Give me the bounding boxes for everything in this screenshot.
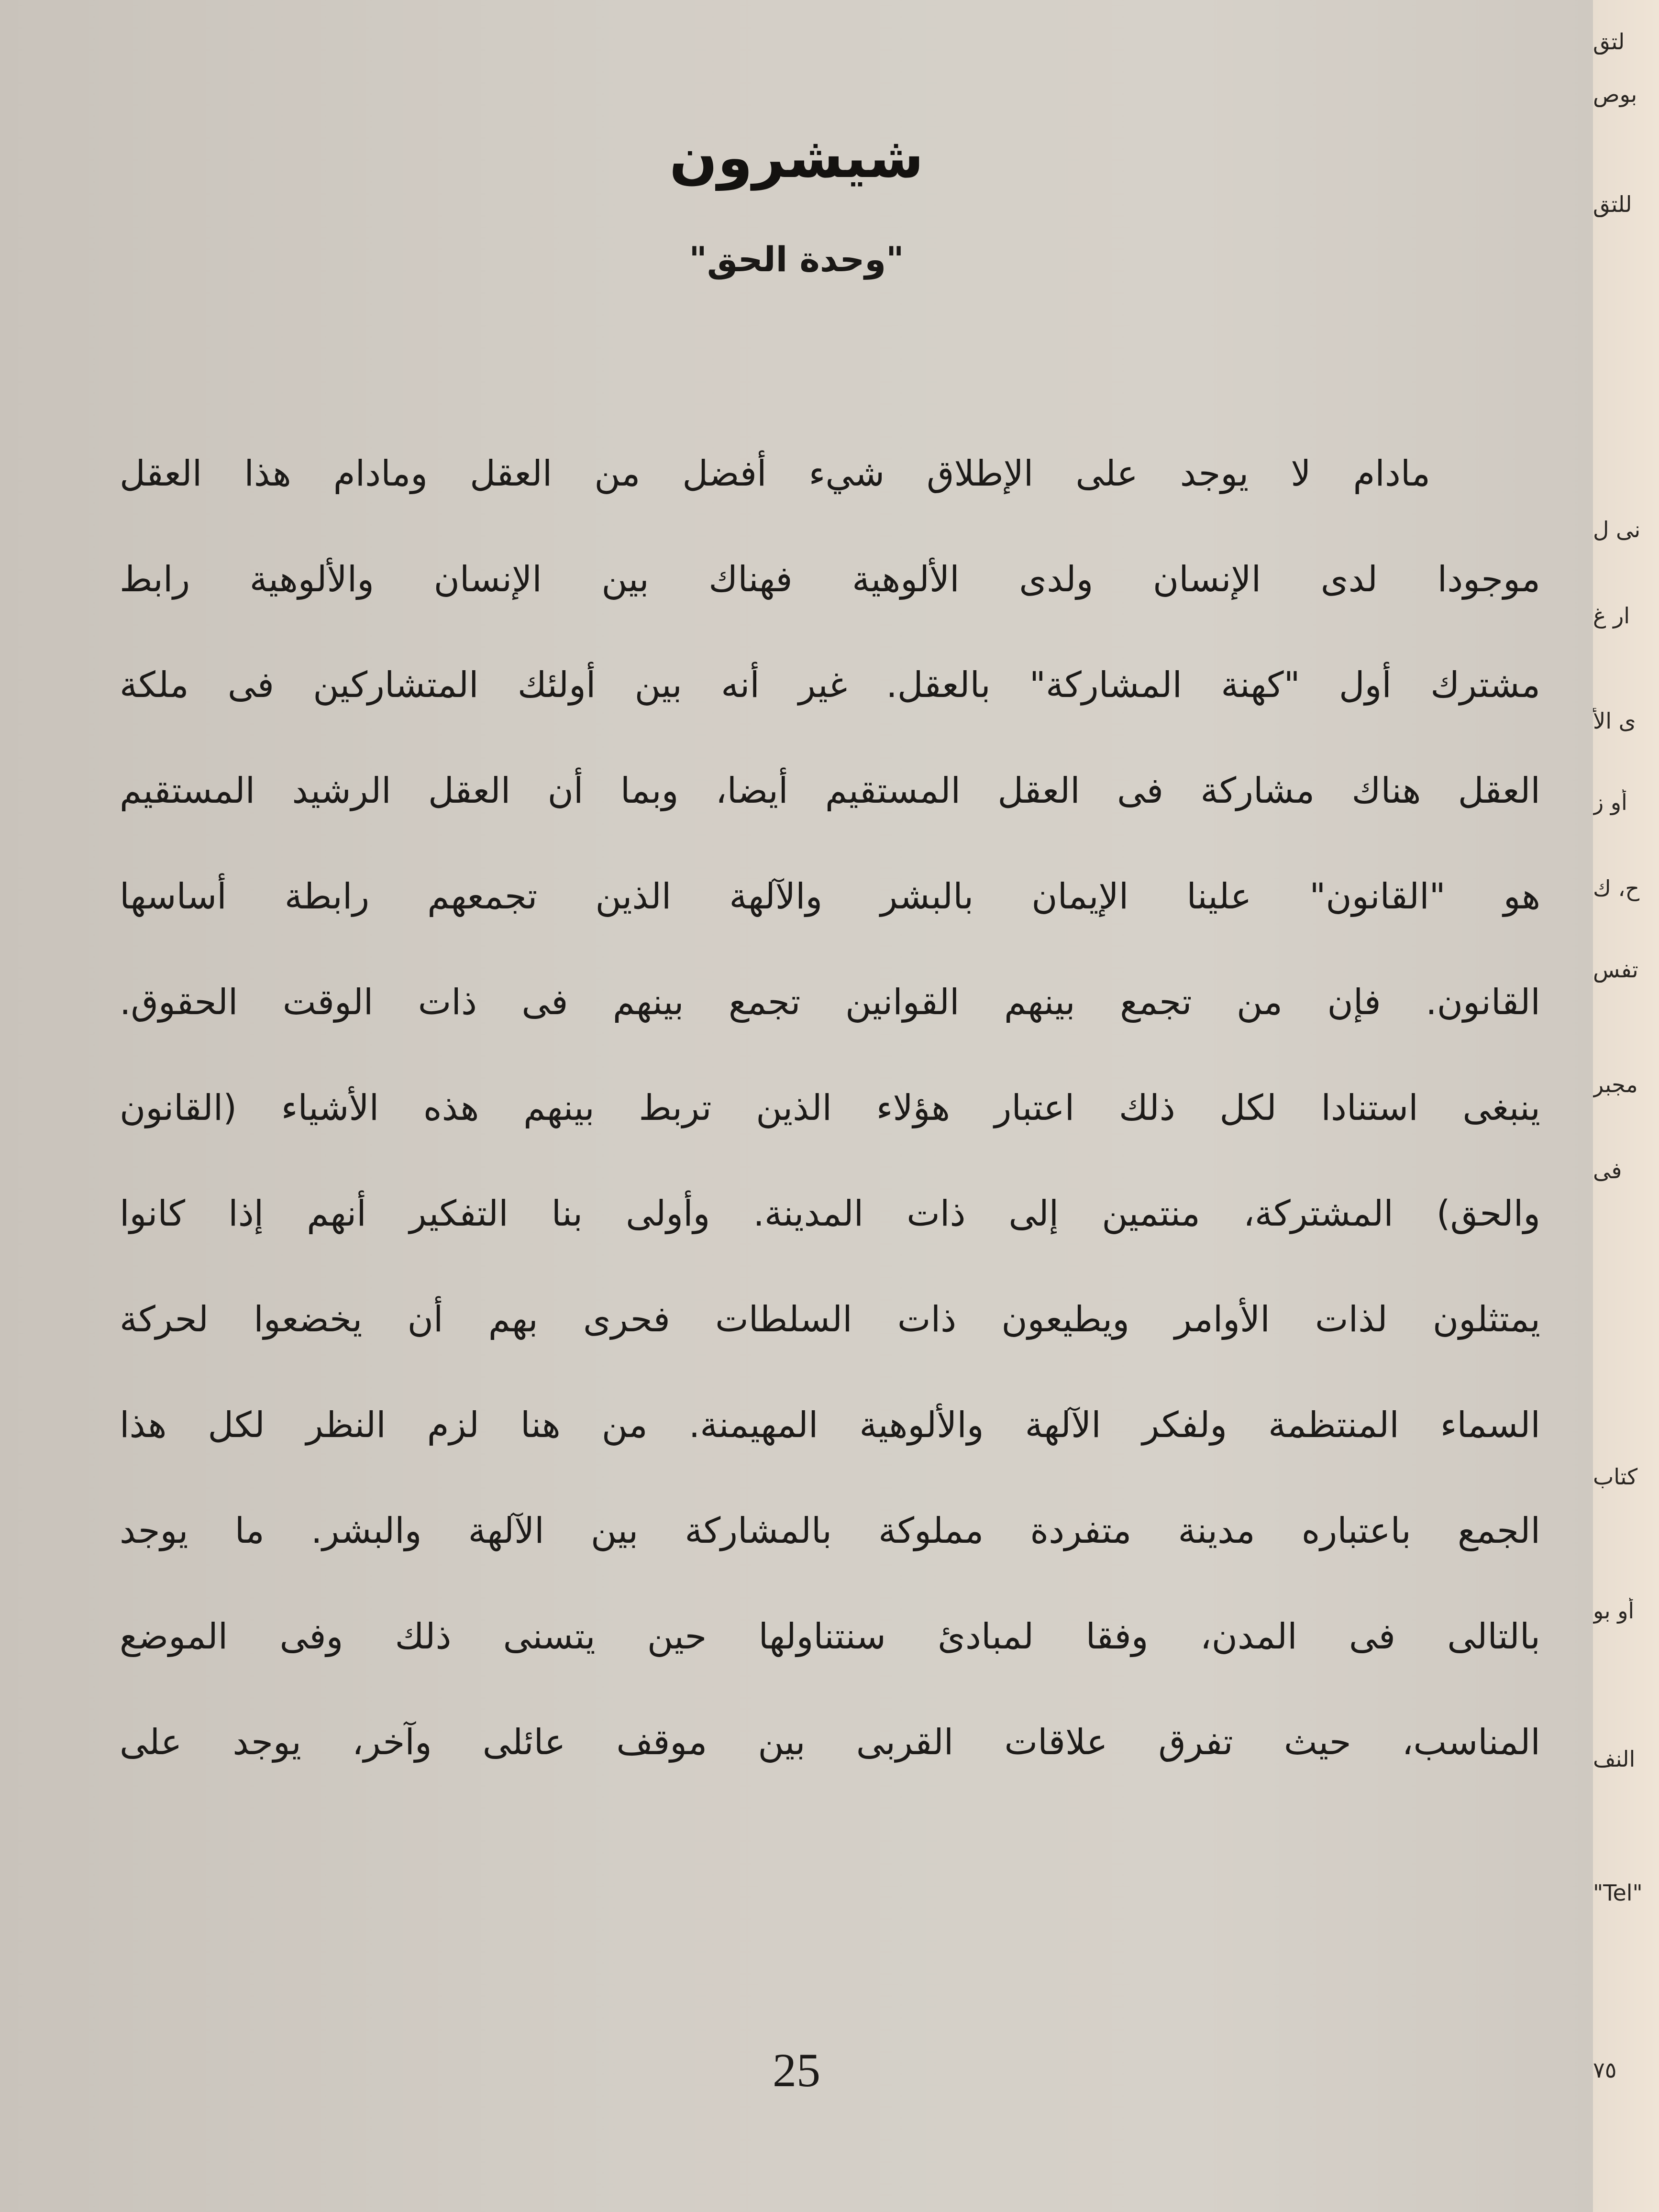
adjacent-text-fragment: فى bbox=[1593, 1158, 1622, 1183]
chapter-subtitle: "وحدة الحق" bbox=[689, 239, 904, 279]
text-line: والحق) المشتركة، منتمين إلى ذات المدينة. وأولى بنا التفكير أنهم إذا كانوا bbox=[120, 1193, 1540, 1234]
adjacent-text-fragment: أو بو bbox=[1593, 1598, 1635, 1624]
text-line: موجودا لدى الإنسان ولدى الألوهية فهناك بين الإنسان والألوهية رابط bbox=[120, 559, 1540, 600]
adjacent-text-fragment: ى الأ bbox=[1593, 708, 1636, 734]
page-number: 25 bbox=[773, 2044, 820, 2097]
adjacent-text-fragment: ٧٥ bbox=[1593, 2057, 1617, 2083]
text-line: مشترك أول "كهنة المشاركة" بالعقل. غير أنه بين أولئك المتشاركين فى ملكة bbox=[120, 664, 1540, 706]
text-line: بالتالى فى المدن، وفقا لمبادئ سنتناولها حين يتسنى ذلك وفى الموضع bbox=[120, 1616, 1540, 1657]
chapter-title: شيشرون bbox=[669, 124, 924, 190]
text-line: ينبغى استنادا لكل ذلك اعتبار هؤلاء الذين تربط بينهم هذه الأشياء (القانون bbox=[120, 1087, 1540, 1128]
adjacent-page-edge bbox=[1593, 0, 1659, 2212]
text-line: مادام لا يوجد على الإطلاق شيء أفضل من العقل ومادام هذا العقل bbox=[120, 453, 1430, 494]
adjacent-text-fragment: بوص bbox=[1593, 81, 1637, 107]
text-line: هو "القانون" علينا الإيمان بالبشر والآلهة الذين تجمعهم رابطة أساسها bbox=[120, 876, 1540, 917]
text-line: السماء المنتظمة ولفكر الآلهة والألوهية المهيمنة. من هنا لزم النظر لكل هذا bbox=[120, 1405, 1540, 1446]
adjacent-text-fragment: أو ز bbox=[1593, 789, 1627, 815]
adjacent-text-fragment: تفس bbox=[1593, 957, 1638, 983]
body-paragraph bbox=[120, 421, 1540, 1795]
text-line: المناسب، حيث تفرق علاقات القربى بين موقف عائلى وآخر، يوجد على bbox=[120, 1722, 1540, 1763]
adjacent-text-fragment: مجبر bbox=[1593, 1072, 1638, 1097]
adjacent-text-fragment: النف bbox=[1593, 1746, 1636, 1772]
text-line: العقل هناك مشاركة فى العقل المستقيم أيضا، وبما أن العقل الرشيد المستقيم bbox=[120, 770, 1540, 811]
adjacent-text-fragment: لتق bbox=[1593, 29, 1625, 55]
adjacent-text-fragment: نى ل bbox=[1593, 517, 1641, 542]
adjacent-text-fragment: للتق bbox=[1593, 191, 1632, 217]
adjacent-text-fragment: ار غ bbox=[1593, 603, 1630, 629]
adjacent-text-fragment: كتاب bbox=[1593, 1464, 1638, 1490]
text-line: الجمع باعتباره مدينة متفردة مملوكة بالمشاركة بين الآلهة والبشر. ما يوجد bbox=[120, 1510, 1540, 1551]
adjacent-text-fragment: "Tel" bbox=[1593, 1880, 1643, 1906]
text-line: يمتثلون لذات الأوامر ويطيعون ذات السلطات فحرى بهم أن يخضعوا لحركة bbox=[120, 1299, 1540, 1340]
adjacent-text-fragment: ح، ك bbox=[1593, 875, 1640, 901]
text-line: القانون. فإن من تجمع بينهم القوانين تجمع بينهم فى ذات الوقت الحقوق. bbox=[120, 982, 1540, 1023]
